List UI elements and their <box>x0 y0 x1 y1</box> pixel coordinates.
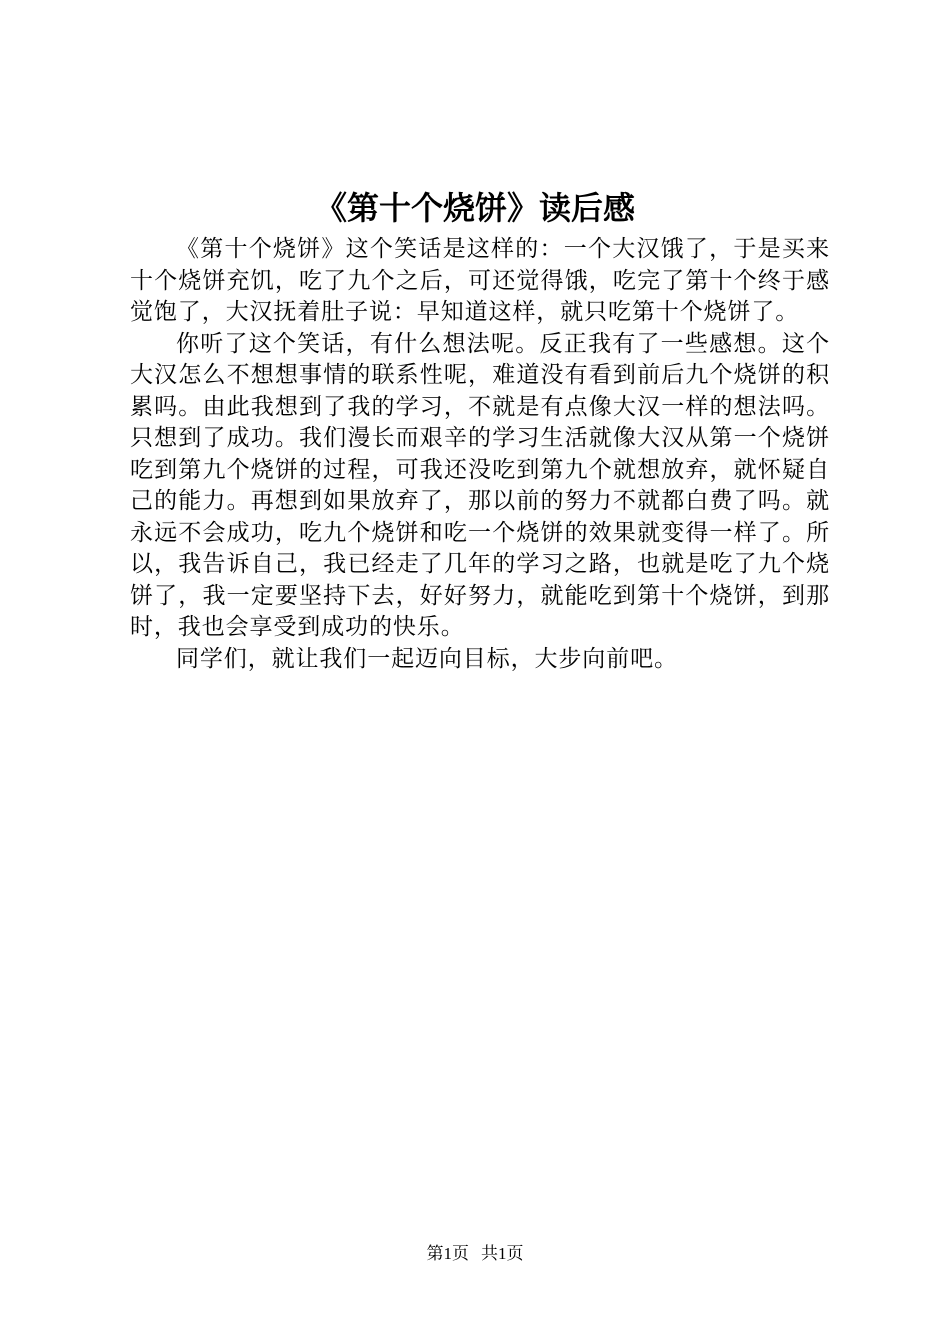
paragraph-2: 你听了这个笑话，有什么想法呢。反正我有了一些感想。这个大汉怎么不想想事情的联系性呢，难道没有看到前后九个烧饼的积累吗。由此我想到了我的学习，不就是有点像大汉一样的想法吗。只想到了成功。我们漫长而艰辛的学习生活就像大汉从第一个烧饼吃到第九个烧饼的过程，可我还没吃到第九个就想放弃，就怀疑自己的能力。再想到如果放弃了，那以前的努力不就都白费了吗。就永远不会成功，吃九个烧饼和吃一个烧饼的效果就变得一样了。所以，我告诉自己，我已经走了几年的学习之路，也就是吃了九个烧饼了，我一定要坚持下去，好好努力，就能吃到第十个烧饼，到那时，我也会享受到成功的快乐。 <box>130 330 830 640</box>
page-footer <box>0 1242 950 1266</box>
page-number: 第1页 <box>426 1244 469 1263</box>
document-title: 《第十个烧饼》读后感 <box>314 189 635 227</box>
paragraph-1: 《第十个烧饼》这个笑话是这样的：一个大汉饿了，于是买来十个烧饼充饥，吃了九个之后，可还觉得饿，吃完了第十个终于感觉饱了，大汉抚着肚子说：早知道这样，就只吃第十个烧饼了。 <box>130 236 830 325</box>
paragraph-3: 同学们，就让我们一起迈向目标，大步向前吧。 <box>176 645 678 672</box>
document-body <box>130 234 830 675</box>
page-total: 共1页 <box>481 1244 524 1263</box>
